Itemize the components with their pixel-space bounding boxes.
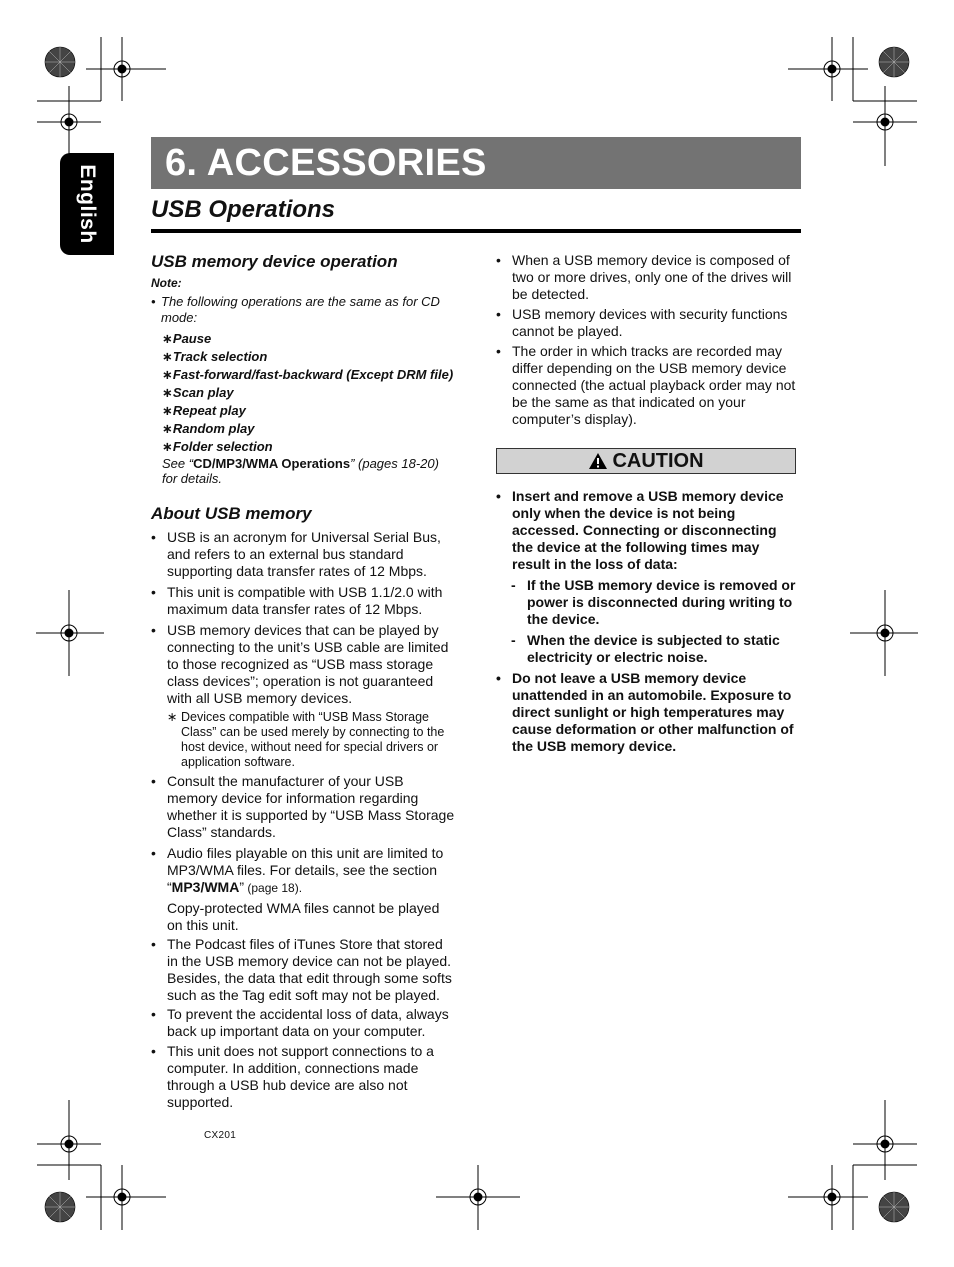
heading-about-usb-memory: About USB memory <box>151 504 312 523</box>
list-item-text: This unit is compatible with USB 1.1/2.0 with maximum data transfer rates of 12 Mbps. <box>167 584 443 617</box>
sub-paragraph: Copy-protected WMA files cannot be played on this unit. <box>167 900 440 933</box>
list-item-text: USB memory devices with security functions cannot be played. <box>512 306 788 339</box>
see-post: ” (pages 18-20) for details. <box>162 456 439 486</box>
list-item <box>496 343 798 428</box>
language-tab <box>60 153 114 255</box>
caution-item <box>496 488 798 573</box>
list-item-text: The Podcast files of iTunes Store that stored in the USB memory device can not be played. Besides, the data that edit through some softs such as the Tag edit soft may not be played. <box>167 936 452 1003</box>
list-item <box>151 1006 456 1040</box>
list-item <box>151 936 456 1004</box>
bullet-glyph: • <box>496 306 501 322</box>
bullet-glyph: • <box>151 845 156 861</box>
operation-item: ∗Scan play <box>162 385 234 400</box>
see-pre: See “ <box>162 456 194 471</box>
footnote-item <box>167 710 456 770</box>
model-number: CX201 <box>204 1130 237 1141</box>
list-item <box>151 622 456 707</box>
bullet-glyph: • <box>151 1043 156 1059</box>
caution-label: CAUTION <box>612 449 704 472</box>
bullet-glyph: • <box>151 773 156 789</box>
dash-glyph: - <box>511 632 516 648</box>
operation-item: ∗Repeat play <box>162 403 246 418</box>
chapter-title-bar <box>151 137 801 189</box>
operation-item: ∗Fast-forward/fast-backward (Except DRM file) <box>162 367 454 382</box>
right-column <box>496 252 798 755</box>
warning-triangle-icon <box>588 452 608 470</box>
about-usb-list-continued <box>151 773 456 897</box>
caution-subitem <box>511 632 798 666</box>
list-item <box>151 1043 456 1111</box>
caution-subitem-text: If the USB memory device is removed or power is disconnected during writing to the device. <box>527 577 796 627</box>
see-bold: CD/MP3/WMA Operations <box>193 456 351 471</box>
bullet-glyph: • <box>151 584 156 600</box>
note-text: The following operations are the same as for CD mode: <box>161 294 440 325</box>
about-usb-list-end <box>151 936 456 1111</box>
list-item <box>151 584 456 618</box>
list-item-text: The order in which tracks are recorded may differ depending on the USB memory device connected (the actual playback order may not be the same as that indicated on your computer’s display). <box>512 343 796 427</box>
caution-item <box>496 670 798 755</box>
heading-usb-device-operation: USB memory device operation <box>151 252 398 271</box>
operation-item: ∗Track selection <box>162 349 268 364</box>
bullet-glyph: • <box>151 529 156 545</box>
usb-notes-list <box>496 252 798 428</box>
caution-header <box>496 448 796 474</box>
note-label: Note: <box>151 276 182 290</box>
section-title: USB Operations <box>151 196 336 223</box>
bullet-glyph: • <box>151 1006 156 1022</box>
list-item-text: Consult the manufacturer of your USB memory device for information regarding whether it is supported by “USB Mass Storage Class” standards. <box>167 773 455 840</box>
see-reference <box>162 456 456 486</box>
list-item-text: ” <box>239 879 245 895</box>
operations-list <box>162 330 456 456</box>
caution-item-text: Insert and remove a USB memory device only when the device is not being accessed. Connecting or disconnecting the device at the following times may result in the loss of data: <box>512 488 784 572</box>
bullet-glyph: • <box>496 252 501 268</box>
caution-list-continued <box>496 670 798 755</box>
list-item <box>496 306 798 340</box>
list-item-text: USB is an acronym for Universal Serial Bus, and refers to an external bus standard supporting data transfer rates of 12 Mbps. <box>167 529 441 579</box>
left-column <box>151 252 456 1111</box>
caution-subitem-text: When the device is subjected to static electricity or electric noise. <box>527 632 780 665</box>
list-item-text: Audio files playable on this unit are limited to MP3/WMA files. For details, see the section “ <box>167 845 444 895</box>
dash-glyph: - <box>511 577 516 593</box>
list-item <box>496 252 798 303</box>
bullet-glyph: • <box>151 622 156 638</box>
bullet-glyph: • <box>151 936 156 952</box>
mp3-wma-ref: MP3/WMA <box>171 879 240 895</box>
caution-list <box>496 488 798 573</box>
list-item-text: This unit does not support connections to a computer. In addition, connections made through a USB hub device are also not supported. <box>167 1043 434 1110</box>
bullet-glyph: • <box>496 670 501 686</box>
list-item <box>151 529 456 580</box>
about-usb-list <box>151 529 456 707</box>
operation-item: ∗Pause <box>162 331 212 346</box>
operation-item: ∗Random play <box>162 421 255 436</box>
list-item-text: USB memory devices that can be played by connecting to the unit’s USB cable are limited to those recognized as “USB mass storage class devices”; operation is not guaranteed with all USB memory devices. <box>167 622 449 706</box>
footnote-text: Devices compatible with “USB Mass Storage Class” can be used merely by connecting to the host device, without need for special drivers or application software. <box>181 710 445 769</box>
section-title-block <box>151 196 801 233</box>
list-item <box>151 773 456 841</box>
list-item-text: To prevent the accidental loss of data, always back up important data on your computer. <box>167 1006 449 1039</box>
caution-subitem <box>511 577 798 628</box>
operation-item: ∗Folder selection <box>162 439 273 454</box>
note-item <box>151 294 456 326</box>
star-glyph: ∗ <box>167 710 178 724</box>
bullet-glyph: • <box>496 343 501 359</box>
page-ref: (page 18). <box>244 881 303 895</box>
language-tab-label: English <box>76 164 99 244</box>
chapter-title: 6. ACCESSORIES <box>165 142 487 184</box>
bullet-glyph: • <box>496 488 501 504</box>
list-item <box>151 845 456 897</box>
list-item-text: When a USB memory device is composed of two or more drives, only one of the drives will be detected. <box>512 252 792 302</box>
bullet-glyph: • <box>151 294 156 309</box>
caution-item-text: Do not leave a USB memory device unattended in an automobile. Exposure to direct sunlight or high temperatures may cause deformation or other malfunction of the USB memory device. <box>512 670 794 754</box>
